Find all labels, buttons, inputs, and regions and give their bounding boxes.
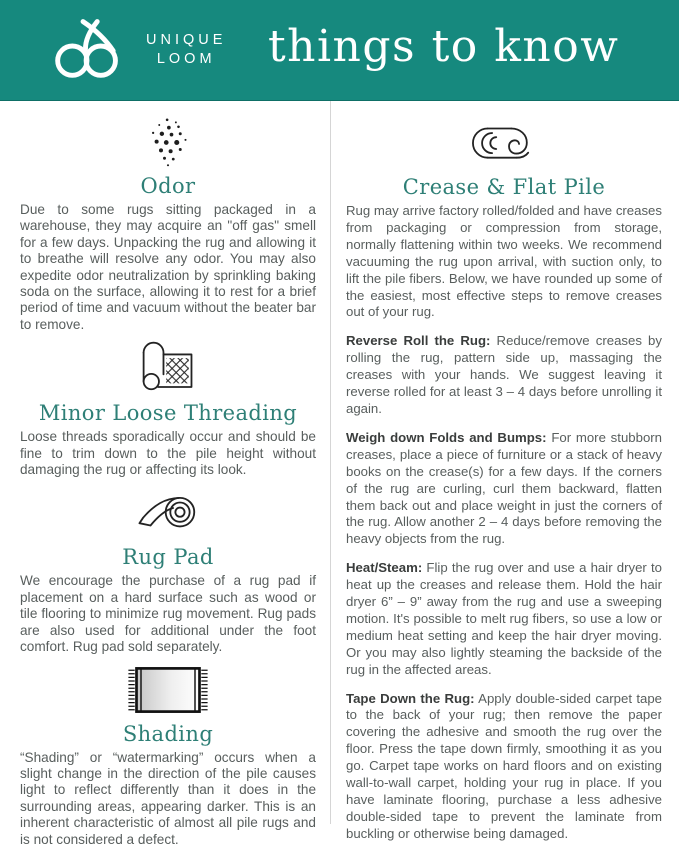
section-body-shading: “Shading” or “watermarking” occurs when a slight change in the direction of the pile causes light to reflect differently than it does in the surrounding areas, appearing darker. This is an inherent characteristic of almost all pile rugs and is not considered a defect. — [20, 749, 316, 847]
rolled-rug-spiral-icon — [465, 123, 543, 165]
page-title: things to know — [267, 20, 620, 72]
section-body-threading: Loose threads sporadically occur and should be fine to trim down to the pile height without damaging the rug or affecting its look. — [20, 429, 316, 478]
section-heading-crease: Crease & Flat Pile — [402, 175, 606, 199]
section-body-odor: Due to some rugs sitting packaged in a warehouse, they may acquire an "off gas" smell for a few days. Unpacking the rug and allowing it to breathe will resolve any odor. You may also expedite odor neutralization by sprinkling baking soda on the surface, allowing it to rest for a brief period of time and vacuum without the beater bar to remove. — [20, 202, 316, 332]
right-column — [331, 101, 679, 841]
tip-reverse-roll — [346, 333, 662, 418]
section-minor-loose-threading — [20, 340, 316, 478]
unique-loom-double-loop-icon — [44, 18, 138, 82]
section-heading-shading: Shading — [122, 721, 214, 746]
section-body-rugpad: We encourage the purchase of a rug pad if placement on a hard surface such as wood or tile flooring to minimize rug movement. Rug pads are also used for additional under the foot comfort. Rug pad sold separately. — [20, 573, 316, 655]
section-odor — [20, 115, 316, 333]
tip-heat-steam-body: Flip the rug over and use a hair dryer to heat up the creases and release them. Hold the hair dryer 6” – 9” away from the rug and use a sweeping motion. It's possible to melt rug fibers, so use a low or medium heat setting and keep the hair dryer moving. Or you may also lightly steaming the backside of the rug in the affected areas. — [346, 560, 662, 677]
tip-weigh-down-label: Weigh down Folds and Bumps: — [346, 429, 547, 445]
tip-weigh-down-body: For more stubborn creases, place a piece of furniture or a stack of heavy books on the crease(s) for a few days. If the corners of the rug are curling, curl them backward, flatten them back out and place weight in just the corners of the rug. Allow another 2 – 4 days before removing the heavy objects from the rug. — [346, 429, 663, 547]
brand-name — [146, 31, 226, 69]
tip-tape-down — [346, 691, 662, 843]
section-heading-odor: Odor — [140, 174, 196, 198]
section-rug-pad — [20, 488, 316, 655]
rug-pad-roll-icon — [133, 489, 203, 539]
left-column — [0, 101, 331, 847]
tip-weigh-down — [346, 430, 662, 548]
tip-heat-steam-label: Heat/Steam: — [346, 560, 423, 576]
tip-reverse-roll-label: Reverse Roll the Rug: — [346, 333, 491, 349]
section-body-crease: Rug may arrive factory rolled/folded and have creases from packaging or compression from storage, normally flattening within two weeks. We recommend vacuuming the rug upon arrival, with suction only, to lift the pile fibers. Below, we have rounded up some of the easiest, most effective steps to remove creases out of your rug. — [346, 203, 662, 320]
brand-logo — [44, 18, 226, 82]
tip-tape-down-label: Tape Down the Rug: — [346, 690, 475, 706]
tip-reverse-roll-body: Reduce/remove creases by rolling the rug, pattern side up, massaging the creases with your hands. We suggest leaving it reverse rolled for at least 3 – 4 days before unrolling it again. — [346, 333, 662, 416]
section-crease-flat-pile — [346, 123, 662, 321]
brand-line-2: LOOM — [156, 51, 216, 67]
odor-specks-icon — [140, 116, 196, 169]
content-columns — [0, 101, 679, 847]
flat-rug-fringe-icon — [119, 663, 217, 717]
section-shading — [20, 663, 316, 848]
section-heading-threading: Minor Loose Threading — [38, 401, 298, 426]
header-banner — [0, 0, 679, 101]
brand-line-1: UNIQUE — [146, 32, 227, 48]
section-heading-rugpad: Rug Pad — [122, 545, 214, 570]
tip-tape-down-body: Apply double-sided carpet tape to the back of your rug; then remove the paper covering the adhesive and smooth the rug over the floor. Press the tape down firmly, smoothing it as you go. Carpet tape works on hard floors and on existing wall-to-wall carpet, holding your rug in place. If you have laminate flooring, purchase a less adhesive double-sided tape to prevent the laminate from buckling or otherwise being damaged. — [346, 690, 663, 841]
tip-heat-steam — [346, 560, 662, 678]
unrolling-rug-crosshatch-icon — [135, 340, 201, 396]
